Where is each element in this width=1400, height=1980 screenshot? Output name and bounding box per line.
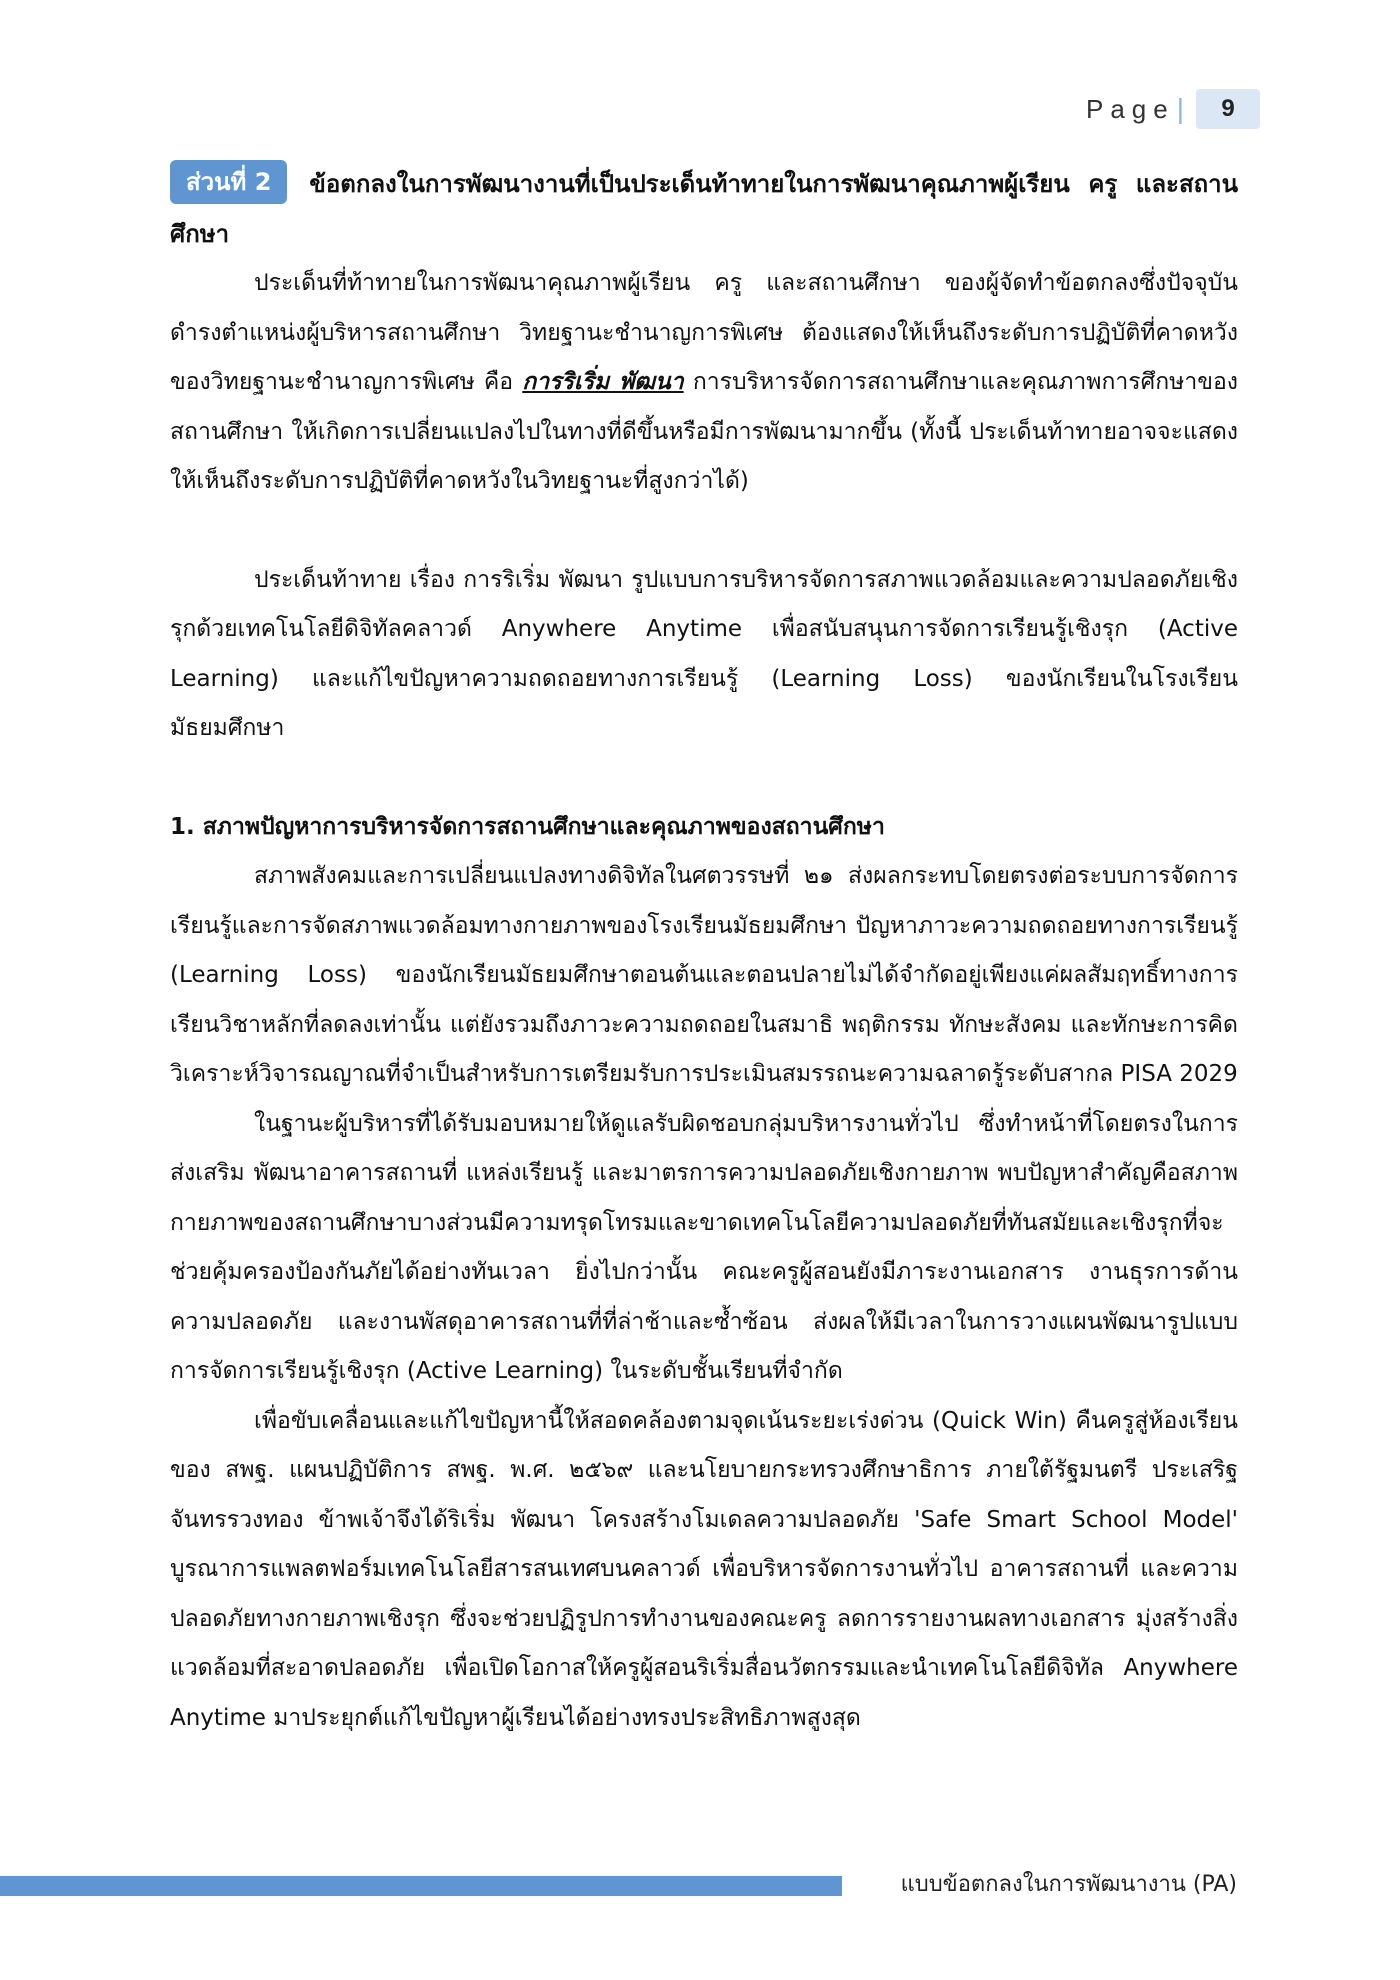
topic1-paragraph-3: เพื่อขับเคลื่อนและแก้ไขปัญหานี้ให้สอดคล้องตามจุดเน้นระยะเร่งด่วน (Quick Win) คืนครูสู่ห้องเรียน ของ สพฐ. แผนปฏิบัติการ สพฐ. พ.ศ. ๒๕๖๙ และนโยบายกระทรวงศึกษาธิการ ภายใต้รัฐมนตรี ประเสริฐ จันทรรวงทอง ข้าพเจ้าจึงได้ริเริ่ม พัฒนา โครงสร้างโมเดลความปลอดภัย 'Safe Smart School Model' บูรณาการแพลตฟอร์มเทคโนโลยีสารสนเทศบนคลาวด์ เพื่อบริหารจัดการงานทั่วไป อาคารสถานที่ และความปลอดภัยทางกายภาพเชิงรุก ซึ่งจะช่วยปฏิรูปการทำงานของคณะครู ลดการรายงานผลทางเอกสาร มุ่งสร้างสิ่งแวดล้อมที่สะอาดปลอดภัย เพื่อเปิดโอกาสให้ครูผู้สอนริเริ่มสื่อนวัตกรรมและนำเทคโนโลยีดิจิทัล Anywhere Anytime มาประยุกต์แก้ไขปัญหาผู้เรียนได้อย่างทรงประสิทธิภาพสูงสุด (170, 1407, 1238, 1731)
topic1-heading: 1. สภาพปัญหาการบริหารจัดการสถานศึกษาและคุณภาพของสถานศึกษา (170, 813, 885, 840)
document-body (170, 160, 1238, 1743)
intro-text-part1: ประเด็นที่ท้าทายในการพัฒนาคุณภาพผู้เรียน ครู และสถานศึกษา ของผู้จัดทำข้อตกลงซึ่งปัจจุบันดำรงตำแหน่งผู้บริหารสถานศึกษา วิทยฐานะชำนาญการพิเศษ ต้องแสดงให้เห็นถึงระดับการปฏิบัติที่คาดหวังของวิทยฐานะชำนาญการพิเศษ คือ (170, 270, 1238, 395)
page-separator: | (1176, 93, 1184, 124)
section-badge: ส่วนที่ 2 (170, 160, 287, 204)
topic1-paragraph-2: ในฐานะผู้บริหารที่ได้รับมอบหมายให้ดูแลรับผิดชอบกลุ่มบริหารงานทั่วไป ซึ่งทำหน้าที่โดยตรงในการส่งเสริม พัฒนาอาคารสถานที่ แหล่งเรียนรู้ และมาตรการความปลอดภัยเชิงกายภาพ พบปัญหาสำคัญคือสภาพกายภาพของสถานศึกษาบางส่วนมีความทรุดโทรมและขาดเทคโนโลยีความปลอดภัยที่ทันสมัยและเชิงรุกที่จะช่วยคุ้มครองป้องกันภัยได้อย่างทันเวลา ยิ่งไปกว่านั้น คณะครูผู้สอนยังมีภาระงานเอกสาร งานธุรการด้านความปลอดภัย และงานพัสดุอาคารสถานที่ที่ล่าช้าและซ้ำซ้อน ส่งผลให้มีเวลาในการวางแผนพัฒนารูปแบบการจัดการเรียนรู้เชิงรุก (Active Learning) ในระดับชั้นเรียนที่จำกัด (170, 1110, 1238, 1384)
page-header (1086, 88, 1260, 130)
intro-paragraph (170, 259, 1238, 507)
intro-emphasis: การริเริ่ม พัฒนา (522, 369, 684, 395)
intro-text-part2: การบริหารจัดการสถานศึกษาและคุณภาพการศึกษาของสถานศึกษา ให้เกิดการเปลี่ยนแปลงไปในทางที่ดีขึ้นหรือมีการพัฒนามากขึ้น (ทั้งนี้ ประเด็นท้าทายอาจจะแสดงให้เห็นถึงระดับการปฏิบัติที่คาดหวังในวิทยฐานะที่สูงกว่าได้) (170, 369, 1239, 494)
challenge-paragraph: ประเด็นท้าทาย เรื่อง การริเริ่ม พัฒนา รูปแบบการบริหารจัดการสภาพแวดล้อมและความปลอดภัยเชิงรุกด้วยเทคโนโลยีดิจิทัลคลาวด์ Anywhere Anytime เพื่อสนับสนุนการจัดการเรียนรู้เชิงรุก (Active Learning) และแก้ไขปัญหาความถดถอยทางการเรียนรู้ (Learning Loss) ของนักเรียนในโรงเรียนมัธยมศึกษา (170, 566, 1238, 741)
footer-text: แบบข้อตกลงในการพัฒนางาน (PA) (900, 1872, 1237, 1897)
footer-bar (0, 1876, 842, 1896)
topic1-paragraph-1: สภาพสังคมและการเปลี่ยนแปลงทางดิจิทัลในศตวรรษที่ ๒๑ ส่งผลกระทบโดยตรงต่อระบบการจัดการเรียนรู้และการจัดสภาพแวดล้อมทางกายภาพของโรงเรียนมัธยมศึกษา ปัญหาภาวะความถดถอยทางการเรียนรู้ (Learning Loss) ของนักเรียนมัธยมศึกษาตอนต้นและตอนปลายไม่ได้จำกัดอยู่เพียงแค่ผลสัมฤทธิ์ทางการเรียนวิชาหลักที่ลดลงเท่านั้น แต่ยังรวมถึงภาวะความถดถอยในสมาธิ พฤติกรรม ทักษะสังคม และทักษะการคิดวิเคราะห์วิจารณญาณที่จำเป็นสำหรับการเตรียมรับการประเมินสมรรถนะความฉลาดรู้ระดับสากล PISA 2029 (170, 863, 1238, 1087)
page-number: 9 (1196, 89, 1260, 129)
section-heading (170, 160, 1238, 259)
page-label: Page (1085, 93, 1175, 124)
section-title: ข้อตกลงในการพัฒนางานที่เป็นประเด็นท้าทายในการพัฒนาคุณภาพผู้เรียน ครู และสถานศึกษา (170, 170, 1238, 248)
